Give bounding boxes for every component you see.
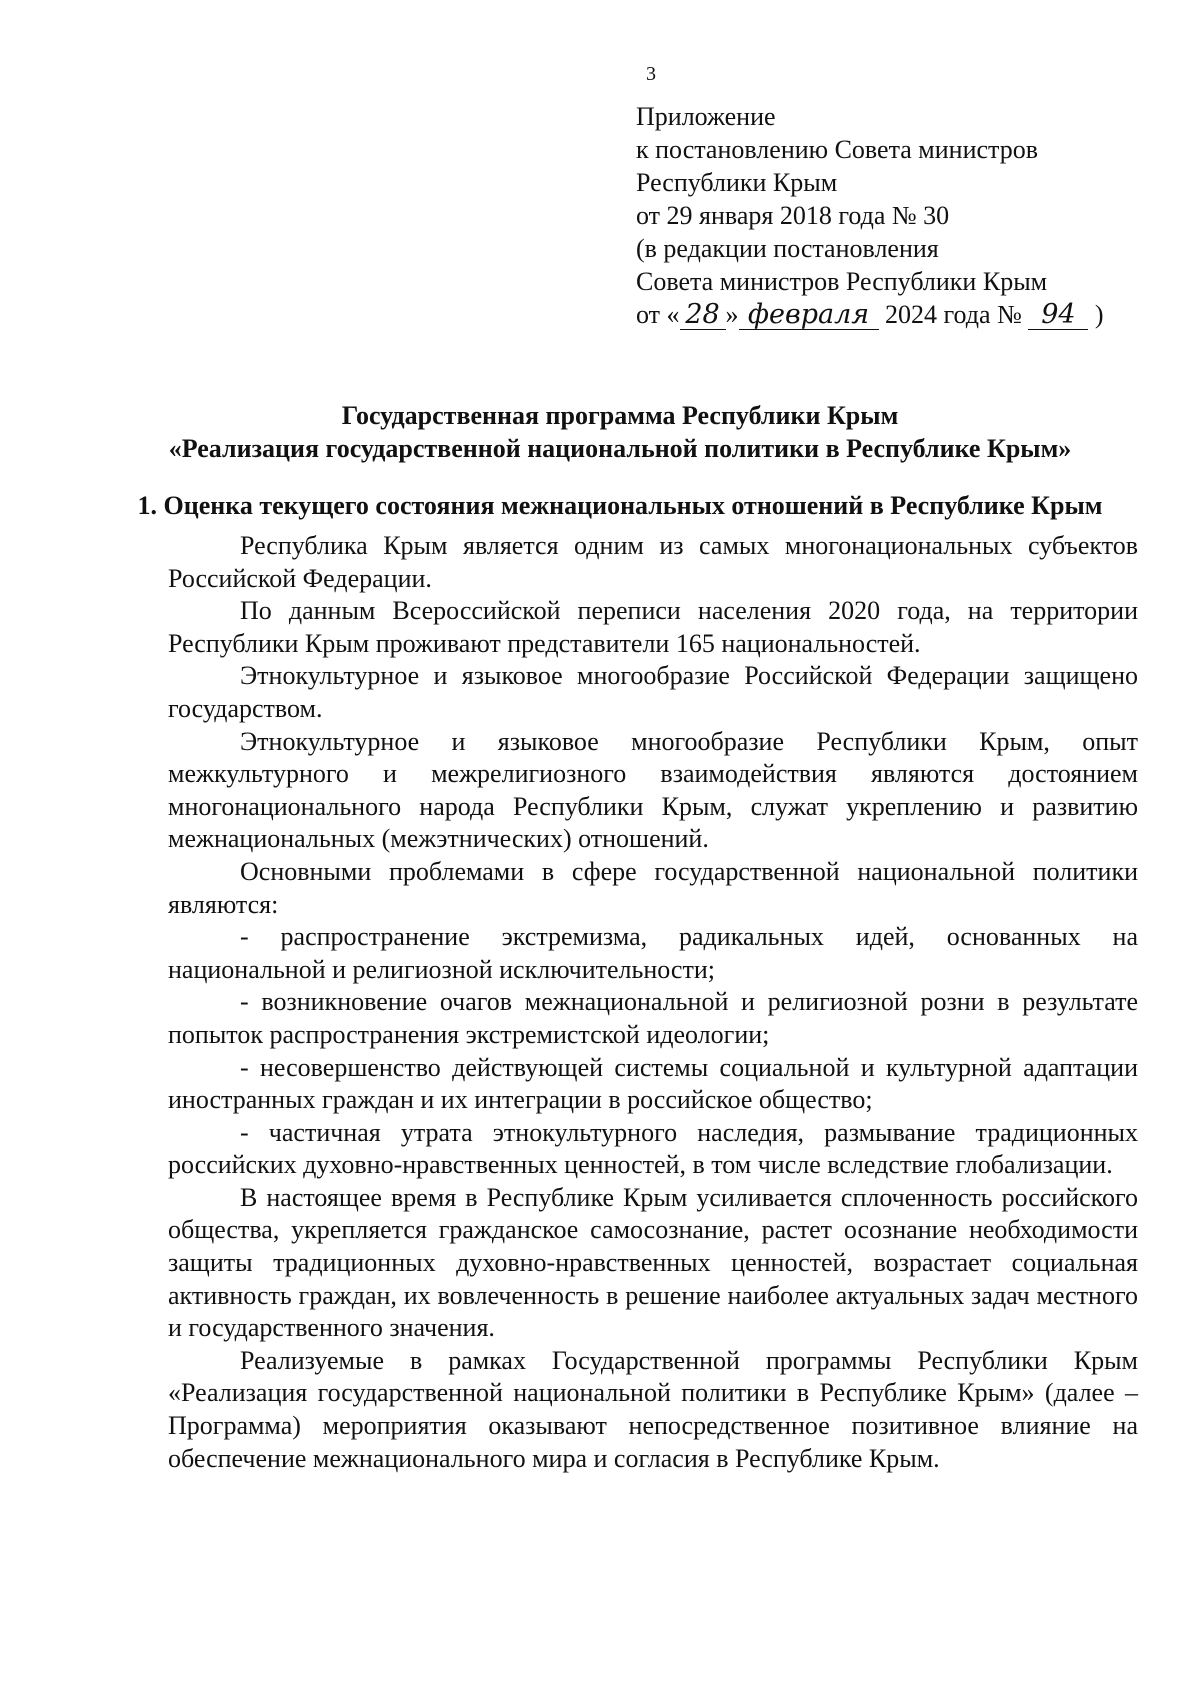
appendix-line: от 29 января 2018 года № 30 — [636, 201, 950, 230]
handwritten-number: 94 — [1028, 301, 1088, 330]
paragraph: По данным Всероссийской переписи населения 2020 года, на территории Республики Крым проживают представители 165 национальностей. — [168, 596, 1138, 658]
date-middle: 2024 года № — [878, 300, 1029, 329]
paragraph: Этнокультурное и языковое многообразие Российской Федерации защищено государством. — [168, 661, 1138, 723]
program-title-line: Государственная программа Республики Крым — [341, 401, 899, 430]
paragraph: Реализуемые в рамках Государственной программы Республики Крым «Реализация государственной национальной политики в Республике Крым» (далее – Программа) мероприятия оказывают непосредственное позитивное влияние на обеспечение межнационального мира и согласия в Республике Крым. — [168, 1345, 1138, 1473]
document-body — [168, 530, 1138, 1475]
appendix-line: к постановлению Совета министров — [636, 135, 1038, 164]
program-title-line: «Реализация государственной национальной политики в Республике Крым» — [168, 434, 1072, 463]
list-item: - частичная утрата этнокультурного наследия, размывание традиционных российских духовно-нравственных ценностей, в том числе вследствие глобализации. — [168, 1117, 1138, 1180]
handwritten-month: февраля — [739, 301, 879, 330]
list-item: - распространение экстремизма, радикальных идей, основанных на национальной и религиозной исключительности; — [168, 922, 1138, 984]
appendix-line: Совета министров Республики Крым — [636, 267, 1048, 296]
appendix-line: Республики Крым — [636, 168, 838, 197]
list-item: - возникновение очагов межнациональной и религиозной розни в результате попыток распространения экстремистской идеологии; — [168, 987, 1138, 1049]
page-number: 3 — [646, 63, 656, 85]
appendix-block — [636, 100, 1116, 331]
handwritten-day: 28 — [680, 301, 726, 330]
appendix-line: Приложение — [636, 102, 776, 131]
paragraph: Основными проблемами в сфере государственной национальной политики являются: — [168, 856, 1138, 919]
paragraph: В настоящее время в Республике Крым усиливается сплоченность российского общества, укрепляется гражданское самосознание, растет осознание необходимости защиты традиционных духовно-нравственных ценностей, возрастает социальная активность граждан, их вовлеченность в решение наиболее актуальных задач местного и государственного значения. — [168, 1182, 1138, 1343]
appendix-date-line — [636, 298, 1116, 331]
list-item: - несовершенство действующей системы социальной и культурной адаптации иностранных граждан и их интеграции в российское общество; — [168, 1052, 1138, 1115]
date-prefix: от « — [636, 300, 680, 329]
section-heading: 1. Оценка текущего состояния межнациональных отношений в Республике Крым — [137, 491, 1103, 520]
date-quote: » — [725, 300, 739, 329]
paragraph: Этнокультурное и языковое многообразие Республики Крым, опыт межкультурного и межрелигиозного взаимодействия являются достоянием многонационального народа Республики Крым, служат укреплению и развитию межнациональных (межэтнических) отношений. — [168, 726, 1138, 854]
date-suffix: ) — [1088, 300, 1104, 329]
paragraph: Республика Крым является одним из самых многонациональных субъектов Российской Федерации. — [168, 531, 1138, 593]
appendix-line: (в редакции постановления — [636, 234, 939, 263]
program-title — [120, 399, 1120, 465]
